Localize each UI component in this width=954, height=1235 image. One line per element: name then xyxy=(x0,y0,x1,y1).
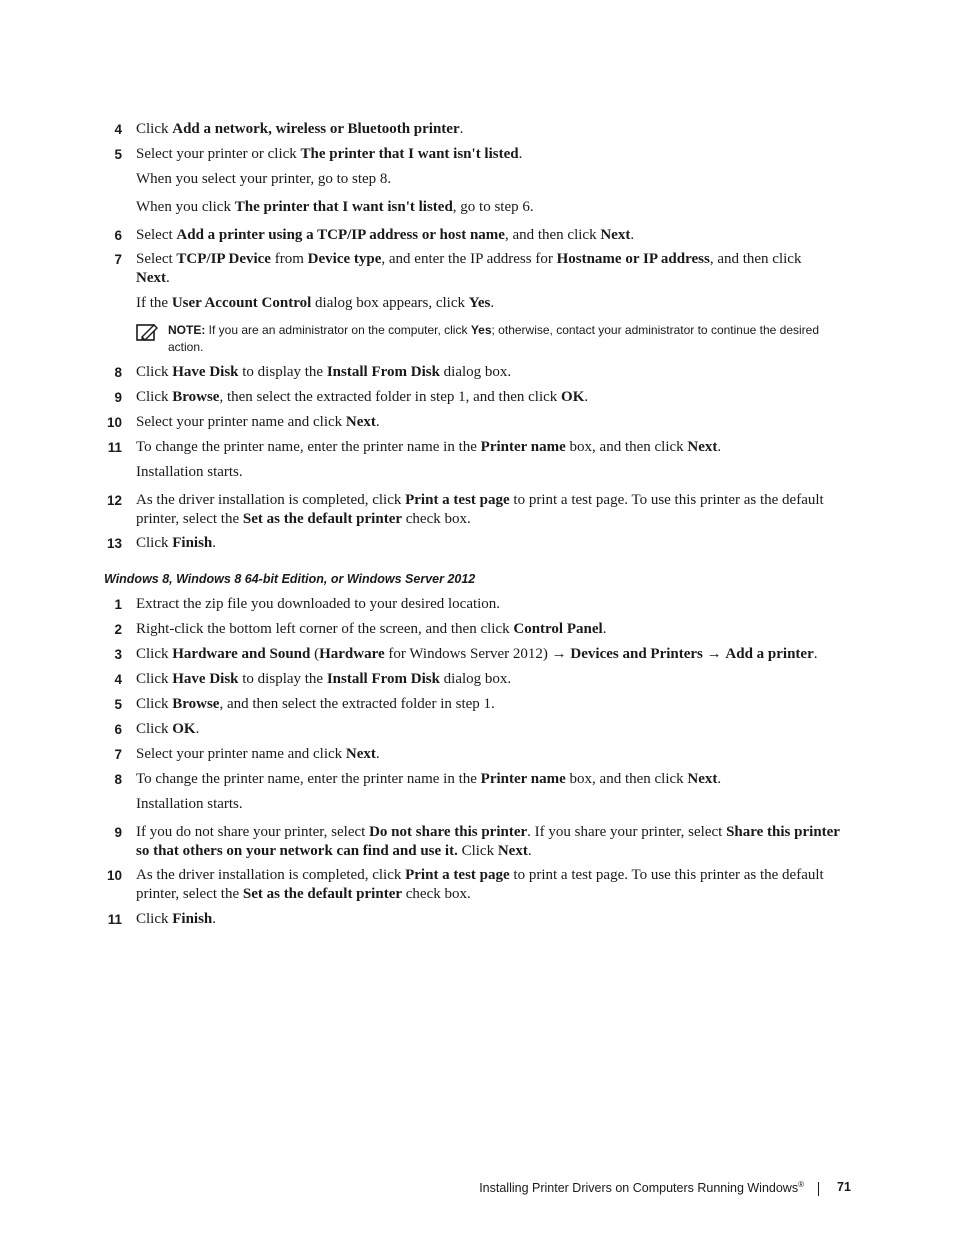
step-number: 6 xyxy=(114,722,122,737)
step-number: 6 xyxy=(114,228,122,243)
footer-title: Installing Printer Drivers on Computers Running Windows® xyxy=(479,1180,804,1196)
step-text: Click Have Disk to display the Install From Disk dialog box. xyxy=(136,671,512,687)
step-number: 8 xyxy=(114,772,122,787)
note-label: NOTE: xyxy=(168,323,206,337)
paragraph-installation-starts: Installation starts. xyxy=(136,796,243,812)
note-text: NOTE: If you are an administrator on the computer, click Yes; otherwise, contact your administrator to continue the desired action. xyxy=(168,323,820,354)
step-text-line2: Next. xyxy=(136,270,170,286)
step-number: 9 xyxy=(114,825,122,840)
step-number: 7 xyxy=(114,252,122,267)
step-number: 3 xyxy=(114,647,122,662)
step-text: Click Have Disk to display the Install From Disk dialog box. xyxy=(136,364,512,380)
step-text: Extract the zip file you downloaded to your desired location. xyxy=(136,596,501,612)
step-number: 10 xyxy=(106,868,122,883)
step-number: 4 xyxy=(114,672,122,687)
step-text: To change the printer name, enter the printer name in the Printer name box, and then click Next. xyxy=(136,771,722,787)
step-text: Click Add a network, wireless or Bluetooth printer. xyxy=(136,121,464,137)
step-text: Select Add a printer using a TCP/IP address or host name, and then click Next. xyxy=(136,227,635,243)
step-text: To change the printer name, enter the printer name in the Printer name box, and then click Next. xyxy=(136,439,722,455)
step-text: Right-click the bottom left corner of the screen, and then click Control Panel. xyxy=(136,621,607,637)
step-number: 5 xyxy=(114,147,122,162)
paragraph-installation-starts: Installation starts. xyxy=(136,464,243,480)
step-number: 12 xyxy=(106,493,122,508)
step-text: Click Hardware and Sound (Hardware for Windows Server 2012) → Devices and Printers → Add a printer. xyxy=(136,646,818,662)
step-text: Click Browse, and then select the extracted folder in step 1. xyxy=(136,696,495,712)
step-text-line1: Select TCP/IP Device from Device type, and enter the IP address for Hostname or IP address, and then click xyxy=(136,251,802,267)
step-text-line1: As the driver installation is completed, click Print a test page to print a test page. To use this printer as the default xyxy=(136,492,824,508)
step-text-line2: printer, select the Set as the default printer check box. xyxy=(136,511,471,527)
step-text: Select your printer name and click Next. xyxy=(136,746,380,762)
step-text-line2: so that others on your network can find and use it. Click Next. xyxy=(136,843,532,859)
step-number: 5 xyxy=(114,697,122,712)
step-text: Select your printer or click The printer that I want isn't listed. xyxy=(136,146,523,162)
step-text: Click Finish. xyxy=(136,535,217,551)
step-number: 11 xyxy=(107,912,122,927)
step-number: 9 xyxy=(114,390,122,405)
step-text: Click Browse, then select the extracted folder in step 1, and then click OK. xyxy=(136,389,589,405)
footer-divider xyxy=(818,1182,819,1196)
step-text-line2: printer, select the Set as the default printer check box. xyxy=(136,886,471,902)
step-number: 7 xyxy=(114,747,122,762)
step-text-line1: If you do not share your printer, select Do not share this printer. If you share your printer, select Share this printer xyxy=(136,824,840,840)
step-number: 10 xyxy=(106,415,122,430)
step-number: 4 xyxy=(114,122,122,137)
step-text: Select your printer name and click Next. xyxy=(136,414,380,430)
section-heading: Windows 8, Windows 8 64-bit Edition, or Windows Server 2012 xyxy=(104,572,476,586)
paragraph-step7-uac: If the User Account Control dialog box appears, click Yes. xyxy=(136,295,495,311)
step-number: 1 xyxy=(114,597,122,612)
step-number: 13 xyxy=(106,536,122,551)
paragraph-step5-note-a: When you select your printer, go to step 8. xyxy=(136,171,392,187)
step-text: Click Finish. xyxy=(136,911,217,927)
paragraph-step5-note-b: When you click The printer that I want isn't listed, go to step 6. xyxy=(136,199,534,215)
page-number: 71 xyxy=(837,1180,851,1194)
step-number: 11 xyxy=(107,440,122,455)
step-text-line1: As the driver installation is completed, click Print a test page to print a test page. To use this printer as the default xyxy=(136,867,824,883)
step-text: Click OK. xyxy=(136,721,200,737)
step-number: 8 xyxy=(114,365,122,380)
pencil-note-icon xyxy=(136,323,158,341)
step-number: 2 xyxy=(114,622,122,637)
